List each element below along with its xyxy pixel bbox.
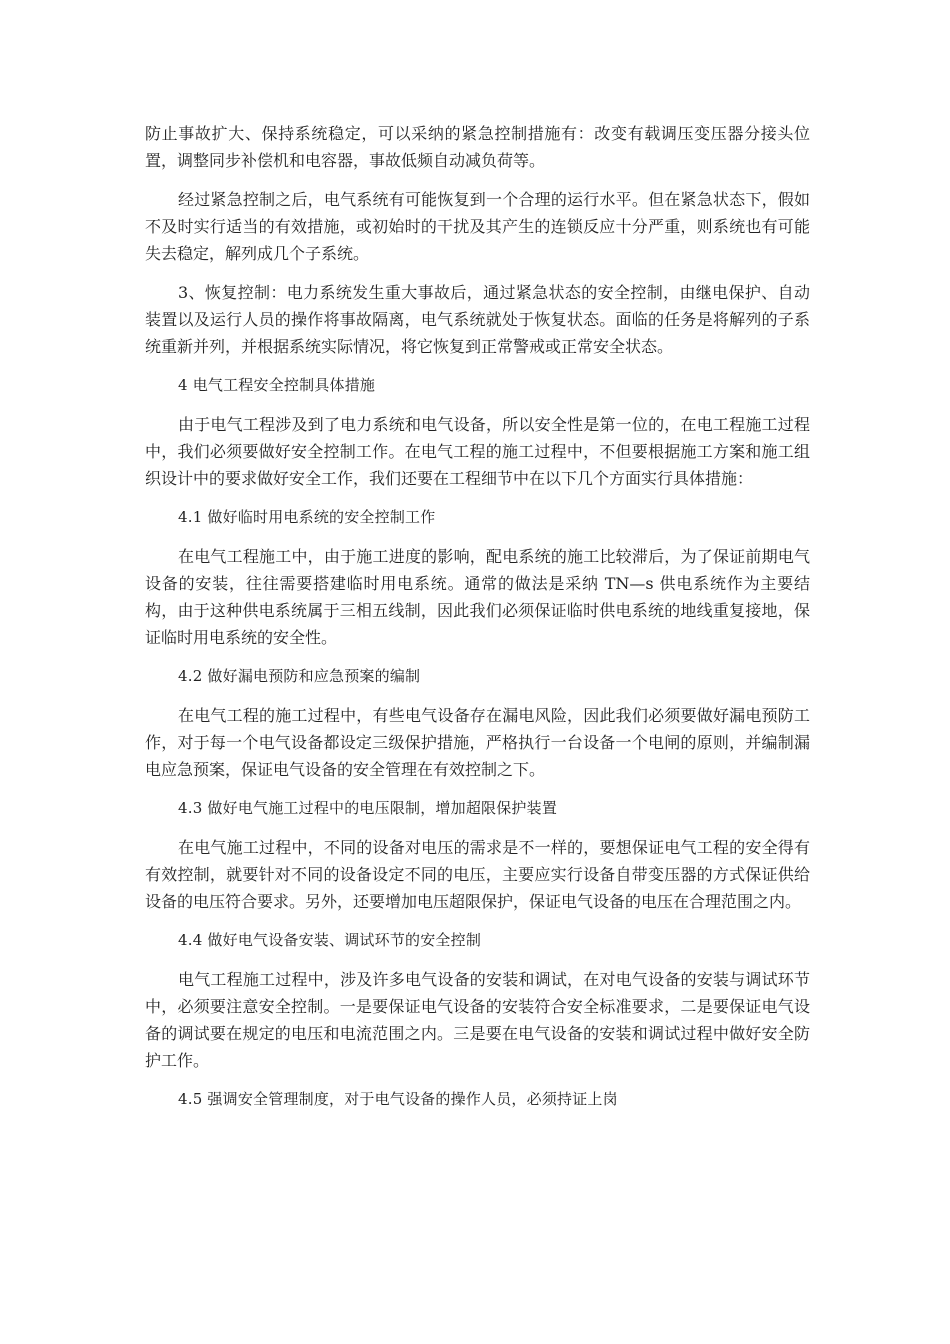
paragraph-section-4-3: 在电气施工过程中，不同的设备对电压的需求是不一样的，要想保证电气工程的安全得有有效控制，就要针对不同的设备设定不同的电压，主要应实行设备自带变压器的方式保证供给设备的电压符合要求。另外，还要增加电压超限保护，保证电气设备的电压在合理范围之内。 [145, 838, 810, 911]
section-heading-4-1: 4.1 做好临时用电系统的安全控制工作 [178, 508, 436, 526]
section-heading-4-2: 4.2 做好漏电预防和应急预案的编制 [178, 667, 421, 685]
document-page [145, 120, 810, 1125]
section-heading-4-5: 4.5 强调安全管理制度，对于电气设备的操作人员，必须持证上岗 [178, 1090, 618, 1108]
paragraph-section-4-1: 在电气工程施工中，由于施工进度的影响，配电系统的施工比较滞后，为了保证前期电气设备的安装，往往需要搭建临时用电系统。通常的做法是采纳 TN—s 供电系统作为主要结构，由于这种供电系统属于三相五线制，因此我们必须保证临时供电系统的地线重复接地，保证临时用电系统的安全性。 [145, 547, 810, 647]
paragraph-after-emergency-control: 经过紧急控制之后，电气系统有可能恢复到一个合理的运行水平。但在紧急状态下，假如不及时实行适当的有效措施，或初始时的干扰及其产生的连锁反应十分严重，则系统也有可能失去稳定，解列成几个子系统。 [145, 190, 810, 263]
paragraph-section-4-intro: 由于电气工程涉及到了电力系统和电气设备，所以安全性是第一位的，在电工程施工过程中，我们必须要做好安全控制工作。在电气工程的施工过程中，不但要根据施工方案和施工组织设计中的要求做好安全工作，我们还要在工程细节中在以下几个方面实行具体措施： [145, 415, 810, 488]
paragraph-emergency-measures: 防止事故扩大、保持系统稳定，可以采纳的紧急控制措施有：改变有载调压变压器分接头位置，调整同步补偿机和电容器，事故低频自动减负荷等。 [145, 124, 810, 170]
paragraph-section-4-4: 电气工程施工过程中，涉及许多电气设备的安装和调试，在对电气设备的安装与调试环节中，必须要注意安全控制。一是要保证电气设备的安装符合安全标准要求，二是要保证电气设备的调试要在规定的电压和电流范围之内。三是要在电气设备的安装和调试过程中做好安全防护工作。 [145, 970, 810, 1070]
paragraph-recovery-control: 3、恢复控制：电力系统发生重大事故后，通过紧急状态的安全控制，由继电保护、自动装置以及运行人员的操作将事故隔离，电气系统就处于恢复状态。面临的任务是将解列的子系统重新并列，并根据系统实际情况，将它恢复到正常警戒或正常安全状态。 [145, 283, 810, 356]
section-heading-4: 4 电气工程安全控制具体措施 [178, 376, 376, 394]
paragraph-section-4-2: 在电气工程的施工过程中，有些电气设备存在漏电风险，因此我们必须要做好漏电预防工作，对于每一个电气设备都设定三级保护措施，严格执行一台设备一个电闸的原则，并编制漏电应急预案，保证电气设备的安全管理在有效控制之下。 [145, 706, 810, 779]
section-heading-4-3: 4.3 做好电气施工过程中的电压限制，增加超限保护装置 [178, 799, 558, 817]
section-heading-4-4: 4.4 做好电气设备安装、调试环节的安全控制 [178, 931, 482, 949]
